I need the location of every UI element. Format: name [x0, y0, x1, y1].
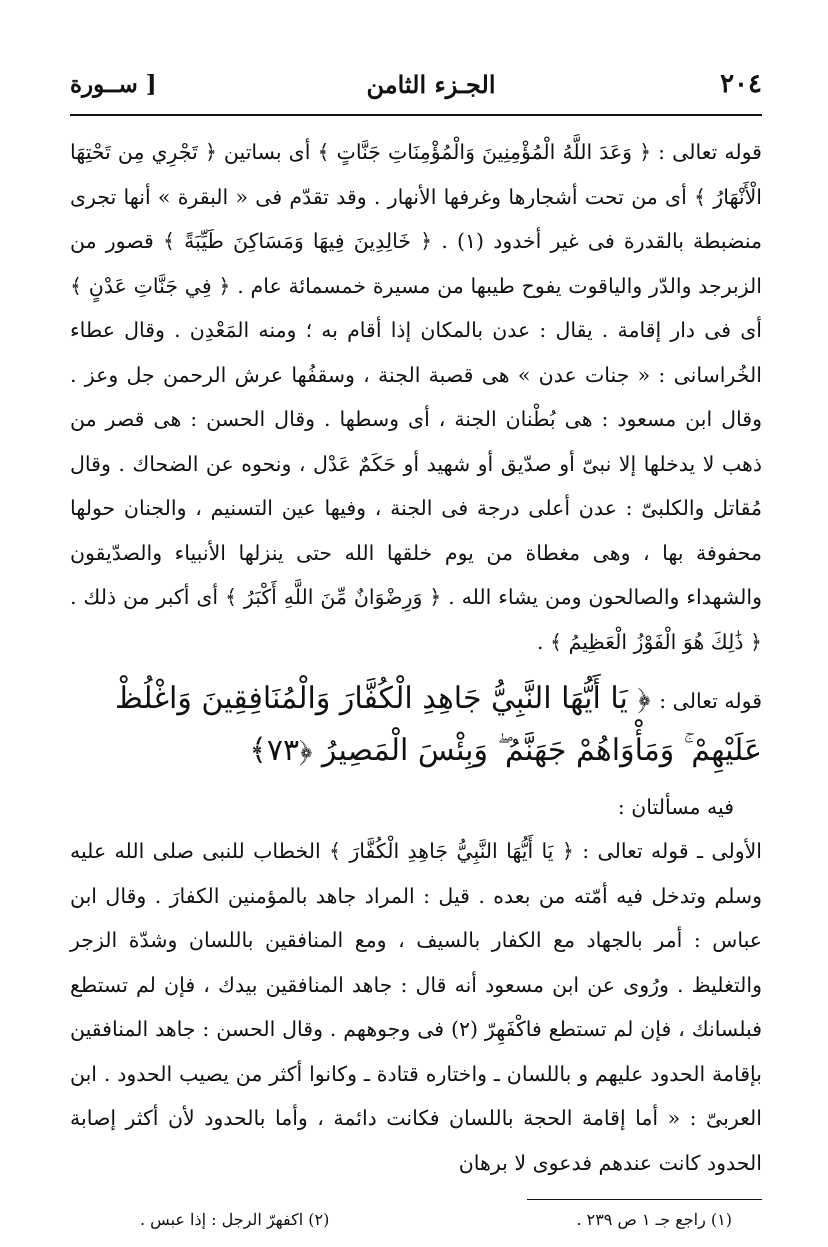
footnotes	[70, 1210, 762, 1229]
page-number: ٢٠٤	[720, 69, 762, 99]
commentary-paragraph: الأولى ـ قوله تعالى : ﴿ يَا أَيُّهَا النَّبِيُّ جَاهِدِ الْكُفَّارَ ﴾ الخطاب للنبى صلى الله عليه وسلم وتدخل فيه أمّته من بعده . قيل : المراد جاهد بالمؤمنين الكفارَ . وقال ابن عباس : أمر بالجهاد مع الكفار بالسيف ، ومع المنافقين باللسان وشدّة الزجر والتغليظ . ورُوى عن ابن مسعود أنه قال : جاهد المنافقين بيدك ، فإن لم تستطع فبلسانك ، فإن لم تستطع فاكْفَهِرّ (٢) فى وجوههم . وقال الحسن : جاهد المنافقين بإقامة الحدود عليهم و باللسان ـ واختاره قتادة ـ وكانوا أكثر من يصيب الحدود . ابن العربىّ : « أما إقامة الحجة باللسان فكانت دائمة ، وأما بالحدود لأن أكثر إصابة الحدود كانت عندهم فدعوى لا برهان	[70, 839, 762, 1175]
footnote-2: (٢) اكفهرّ الرجل : إذا عبس .	[140, 1210, 330, 1229]
verse-lead: قوله تعالى :	[659, 689, 762, 713]
verse-block	[70, 674, 762, 777]
main-text	[70, 130, 762, 1185]
section-title: فيه مسألتان :	[617, 795, 734, 819]
footnote-1: (١) راجع جـ ١ ص ٢٣٩ .	[576, 1210, 732, 1229]
header-divider	[70, 114, 762, 116]
part-title: الجـزء الثامن	[366, 69, 496, 99]
footnote-divider	[527, 1199, 762, 1200]
commentary-paragraph: قوله تعالى : ﴿ وَعَدَ اللَّهُ الْمُؤْمِنِينَ وَالْمُؤْمِنَاتِ جَنَّاتٍ ﴾ أى بساتين ﴿ تَجْرِي مِن تَحْتِهَا الْأَنْهَارُ ﴾ أى من تحت أشجارها وغرفها الأنهار . وقد تقدّم فى « البقرة » أنها تجرى منضبطة بالقدرة فى غير أخدود (١) . ﴿ خَالِدِينَ فِيهَا وَمَسَاكِنَ طَيِّبَةً ﴾ قصور من الزبرجد والدّر والياقوت يفوح طيبها من مسيرة خمسمائة عام . ﴿ فِي جَنَّاتِ عَدْنٍ ﴾ أى فى دار إقامة . يقال : عدن بالمكان إذا أقام به ؛ ومنه المَعْدِن . وقال عطاء الخُراسانى : « جنات عدن » هى قصبة الجنة ، وسقفُها عرش الرحمن جل وعز . وقال ابن مسعود : هى بُطْنان الجنة ، أى وسطها . وقال الحسن : هى قصر من ذهب لا يدخلها إلا نبىّ أو صدّيق أو شهيد أو حَكَمٌ عَدْل ، ونحوه عن الضحاك . وقال مُقاتل والكلبىّ : عدن أعلى درجة فى الجنة ، وفيها عين التسنيم ، والجنان حولها محفوفة بها ، وهى مغطاة من يوم خلقها الله حتى ينزلها الأنبياء والصدّيقون والشهداء والصالحون ومن يشاء الله . ﴿ وَرِضْوَانٌ مِّنَ اللَّهِ أَكْبَرُ ﴾ أى أكبر من ذلك . ﴿ ذَٰلِكَ هُوَ الْفَوْزُ الْعَظِيمُ ﴾ .	[70, 140, 762, 654]
page-header	[70, 62, 762, 106]
quran-verse: ﴿ يَا أَيُّهَا النَّبِيُّ جَاهِدِ الْكُفَّارَ وَالْمُنَافِقِينَ وَاغْلُظْ عَلَيْهِمْ ۚ وَمَأْوَاهُمْ جَهَنَّمُ ۖ وَبِئْسَ الْمَصِيرُ ﴿٧٣﴾	[114, 681, 762, 768]
surah-label: [ ســورة	[70, 70, 157, 98]
